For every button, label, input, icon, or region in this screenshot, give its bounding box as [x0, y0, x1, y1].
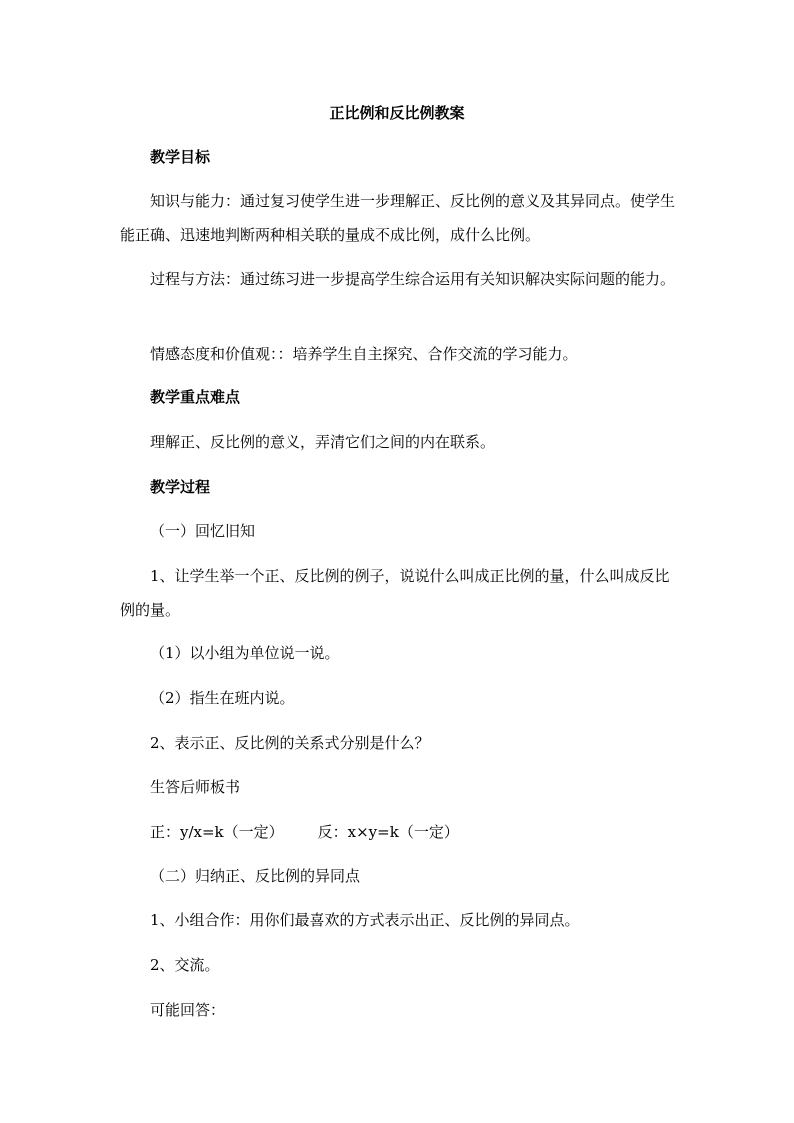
list-item-examples: 1、让学生举一个正、反比例的例子，说说什么叫成正比例的量，什么叫成反比例的量。 [120, 567, 670, 619]
list-item-formulas-question: 2、表示正、反比例的关系式分别是什么？ [150, 734, 430, 752]
paragraph-process-method: 过程与方法：通过练习进一步提高学生综合运用有关知识解决实际问题的能力。 [150, 270, 676, 288]
formula-inverse-proportion: 反：x×y=k（一定） [317, 823, 459, 841]
heading-key-points: 教学重点难点 [150, 388, 241, 406]
paragraph-possible-answers: 可能回答： [150, 1001, 226, 1019]
formula-line [120, 815, 678, 849]
paragraph-emotion-values: 情感态度和价值观：：培养学生自主探究、合作交流的学习能力。 [150, 345, 578, 363]
section-recall-knowledge: （一）回忆旧知 [150, 522, 256, 540]
heading-teaching-goals: 教学目标 [150, 148, 211, 166]
sub-item-class-speaking: （2）指生在班内说。 [150, 689, 295, 707]
sub-item-group-discussion: （1）以小组为单位说一说。 [150, 644, 340, 662]
list-item-group-cooperation: 1、小组合作：用你们最喜欢的方式表示出正、反比例的异同点。 [150, 911, 580, 929]
paragraph-board-writing: 生答后师板书 [150, 778, 241, 796]
paragraph-knowledge-ability: 知识与能力：通过复习使学生进一步理解正、反比例的意义及其异同点。使学生能正确、迅速地判断两种相关联的量成不成比例，成什么比例。 [120, 192, 676, 244]
document-title: 正比例和反比例教案 [329, 104, 465, 122]
heading-teaching-procedure: 教学过程 [150, 478, 211, 496]
formula-direct-proportion: 正：y/x=k（一定） [150, 823, 284, 841]
list-item-exchange: 2、交流。 [150, 956, 220, 974]
paragraph-key-points: 理解正、反比例的意义，弄清它们之间的内在联系。 [150, 433, 496, 451]
section-summarize-differences: （二）归纳正、反比例的异同点 [150, 867, 361, 885]
